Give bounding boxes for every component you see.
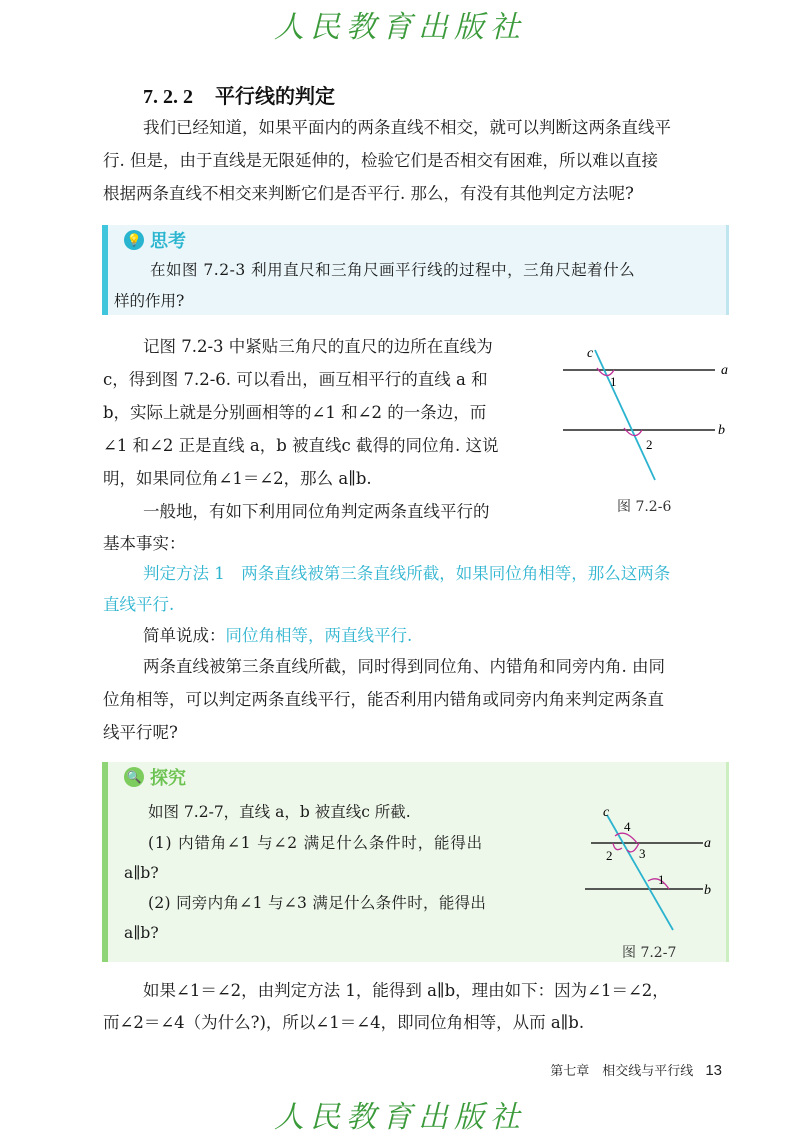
figure-7-2-6-caption: 图 7.2-6: [617, 499, 672, 515]
angle-4-arc: [615, 833, 637, 843]
body1-line-6: 一般地，有如下利用同位角判定两条直线平行的: [143, 502, 490, 521]
label-3: 3: [639, 846, 646, 861]
intro-line-3: 根据两条直线不相交来判断它们是否平行. 那么，有没有其他判定方法呢?: [103, 184, 634, 203]
explore-q2b: a∥b?: [124, 924, 159, 942]
label-2: 2: [646, 437, 653, 452]
body1-line-7: 基本事实：: [103, 534, 186, 553]
page-footer: [550, 1060, 722, 1079]
figure-7-2-7-caption: 图 7.2-7: [622, 945, 677, 961]
think-line-1: 在如图 7.2-3 利用直尺和三角尺画平行线的过程中，三角尺起着什么: [150, 261, 636, 279]
page-number: 13: [705, 1062, 722, 1079]
section-title: [143, 80, 335, 109]
label-a: a: [721, 363, 728, 378]
section-number: 7. 2. 2: [143, 86, 193, 108]
label-4: 4: [624, 819, 631, 834]
publisher-watermark-bottom: 人民教育出版社: [274, 1100, 526, 1135]
explore-q2a: (2) 同旁内角∠1 与∠3 满足什么条件时，能得出: [148, 894, 487, 912]
body2-line-3: 线平行呢?: [103, 723, 178, 742]
think-heading: 💡 思考: [124, 227, 186, 253]
conclusion-line-2: 而∠2＝∠4（为什么?)，所以∠1＝∠4，即同位角相等，从而 a∥b.: [103, 1013, 585, 1032]
explore-line-1: 如图 7.2-7，直线 a，b 被直线c 所截.: [148, 803, 411, 821]
method1-line-1: 判定方法 1 两条直线被第三条直线所截，如果同位角相等，那么这两条: [143, 564, 671, 583]
angle-2-arc: [613, 843, 622, 850]
magnifier-icon: 🔍: [124, 767, 144, 787]
body1-line-3: b，实际上就是分别画相等的∠1 和∠2 的一条边，而: [103, 403, 487, 422]
angle-3-arc: [627, 843, 639, 852]
think-line-2: 样的作用?: [114, 292, 185, 310]
label-b: b: [704, 883, 711, 898]
body1-line-1: 记图 7.2-3 中紧贴三角尺的直尺的边所在直线为: [143, 337, 493, 356]
figure-7-2-7: [575, 798, 725, 933]
label-1: 1: [610, 374, 617, 389]
label-1: 1: [658, 872, 665, 887]
label-a: a: [704, 836, 711, 851]
chapter-label: 第七章 相交线与平行线: [550, 1064, 694, 1079]
explore-q1a: (1) 内错角∠1 与∠2 满足什么条件时，能得出: [148, 834, 483, 852]
body1-line-5: 明，如果同位角∠1＝∠2，那么 a∥b.: [103, 469, 372, 488]
body1-line-2: c，得到图 7.2-6. 可以看出，画互相平行的直线 a 和: [103, 370, 488, 389]
publisher-watermark-top: 人民教育出版社: [274, 10, 526, 45]
label-c: c: [603, 805, 610, 820]
body2-line-2: 位角相等，可以判定两条直线平行，能否利用内错角或同旁内角来判定两条直: [103, 690, 664, 709]
section-title-text: 平行线的判定: [215, 84, 335, 108]
intro-line-1: 我们已经知道，如果平面内的两条直线不相交，就可以判断这两条直线平: [143, 118, 671, 137]
label-b: b: [718, 423, 725, 438]
intro-line-2: 行. 但是，由于直线是无限延伸的，检验它们是否相交有困难，所以难以直接: [103, 151, 658, 170]
figure-7-2-6: [555, 340, 745, 490]
think-box: [102, 225, 729, 315]
lightbulb-icon: 💡: [124, 230, 144, 250]
label-c: c: [587, 346, 594, 361]
simple-rule: 同位角相等，两直线平行.: [225, 626, 413, 645]
simple-prefix: 简单说成：: [143, 626, 226, 645]
explore-q1b: a∥b?: [124, 864, 159, 882]
label-2: 2: [606, 848, 613, 863]
body2-line-1: 两条直线被第三条直线所截，同时得到同位角、内错角和同旁内角. 由同: [143, 657, 665, 676]
simple-statement: [143, 619, 412, 652]
body1-line-4: ∠1 和∠2 正是直线 a，b 被直线c 截得的同位角. 这说: [103, 436, 499, 455]
method1-line-2: 直线平行.: [103, 595, 175, 614]
explore-heading: 🔍 探究: [124, 764, 186, 790]
conclusion-line-1: 如果∠1＝∠2，由判定方法 1，能得到 a∥b，理由如下：因为∠1＝∠2，: [143, 981, 669, 1000]
